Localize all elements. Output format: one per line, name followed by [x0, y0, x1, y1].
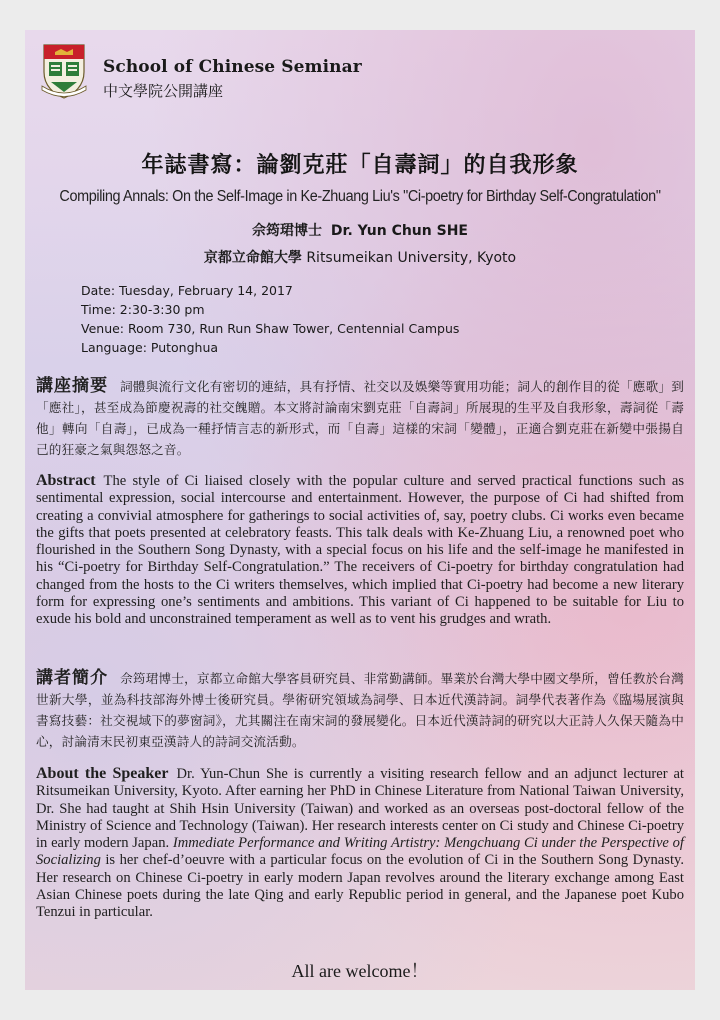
speaker-bio-english-text-2: is her chef-d’oeuvre with a particular focus on the evolution of Ci in the Southern Song Dynasty. Her research on Chinese Ci-poetry in early modern Japan revolves around the literary exchange among East Asian Chinese poets during the late Qing and early Republic period in general, and the Japanese poet Kubo Tenzui in particular. [36, 852, 684, 921]
speaker-name-english: Dr. Yun Chun SHE [330, 223, 468, 239]
abstract-chinese-heading: 講座摘要 [36, 376, 109, 396]
hku-crest-icon [41, 42, 87, 100]
abstract-english-heading: Abstract [36, 472, 96, 489]
welcome-message: All are welcome！ [291, 961, 429, 981]
affiliation-chinese: 京都立命館大學 [203, 250, 302, 266]
seminar-title-chinese: 年誌書寫：論劉克莊「自壽詞」的自我形象 [141, 153, 579, 178]
school-name-chinese: 中文學院公開講座 [103, 82, 224, 100]
speaker-name [25, 220, 695, 240]
speaker-bio-english [36, 765, 684, 922]
seminar-poster [25, 30, 695, 990]
event-language: Language: Putonghua [81, 340, 219, 355]
abstract-chinese [36, 376, 684, 460]
event-date: Date: Tuesday, February 14, 2017 [81, 283, 293, 298]
speaker-affiliation [25, 247, 695, 267]
seminar-title-english: Compiling Annals: On the Self-Image in Ke-Zhuang Liu's "Ci-poetry for Birthday Self-Congratulation" [59, 188, 661, 205]
speaker-book-title: Immediate Performance and Writing Artistry: Mengchuang Ci under the Perspective of Socializing [36, 835, 684, 869]
speaker-bio-chinese-text: 佘筠珺博士，京都立命館大學客員研究員、非常勤講師。畢業於台灣大學中國文學所，曾任教於台灣世新大學，並為科技部海外博士後研究員。學術研究領域為詞學、日本近代漢詩詞。詞學代表著作為《臨場展演與書寫技藝：社交視域下的夢窗詞》，尤其關注在南宋詞的發展變化。日本近代漢詩詞的研究以大正詩人久保天隨為中心，討論清末民初東亞漢詩人的詩詞交流活動。 [36, 671, 684, 749]
event-time: Time: 2:30-3:30 pm [81, 302, 205, 317]
speaker-name-chinese: 佘筠珺博士 [252, 223, 323, 239]
abstract-english [36, 472, 684, 629]
speaker-bio-english-heading: About the Speaker [36, 765, 169, 782]
school-name-english: School of Chinese Seminar [103, 57, 362, 77]
speaker-bio-chinese-heading: 講者簡介 [36, 668, 109, 688]
event-venue: Venue: Room 730, Run Run Shaw Tower, Centennial Campus [81, 321, 460, 336]
speaker-bio-english-text-1: Dr. Yun-Chun She is currently a visiting research fellow and an adjunct lecturer at Ritsumeikan University, Kyoto. After earning her PhD in Chinese Literature from National Taiwan University, Dr. She had taught at Shih Hsin University (Taiwan) and worked as an overseas post-doctoral fellow of the Ministry of Science and Technology (Taiwan). Her research interests center on Ci study and Chinese Ci-poetry in early modern Japan. [36, 766, 684, 852]
abstract-chinese-text: 詞體與流行文化有密切的連結，具有抒情、社交以及娛樂等實用功能；詞人的創作目的從「應歌」到「應社」，甚至成為節慶祝壽的社交餽贈。本文將討論南宋劉克莊「自壽詞」所展現的生平及自我形象，壽詞從「壽他」轉向「自壽」，已成為一種抒情言志的新形式，而「自壽」這樣的宋詞「變體」，正適合劉克莊在新變中張揚自己的狂豪之氣與怨怒之音。 [36, 379, 684, 457]
speaker-bio-chinese [36, 668, 684, 752]
event-details [81, 281, 459, 357]
abstract-english-text: The style of Ci liaised closely with the popular culture and served practical functions such as sentimental expression, social intercourse and entertainment. However, the purpose of Ci had shifted from creating a convivial atmosphere for gatherings to social activities of, say, poetry clubs. Ci works even became the gifts that poets presented at celebratory feasts. This talk deals with Ke-Zhuang Liu, a renowned poet who flourished in the Southern Song Dynasty, with a special focus on his life and the self-image he manifested in his “Ci-poetry for Birthday Self-Congratulation.” The receivers of Ci-poetry for birthday congratulation had changed from the hosts to the Ci writers themselves, which implied that Ci-poetry had become a new literary form for expressing one’s sentiments and ambitions. This variant of Ci happened to be suitable for Liu to exude his bold and unconstrained temperament as well as to vent his grudges and wrath. [36, 473, 684, 628]
affiliation-english: Ritsumeikan University, Kyoto [306, 250, 517, 266]
